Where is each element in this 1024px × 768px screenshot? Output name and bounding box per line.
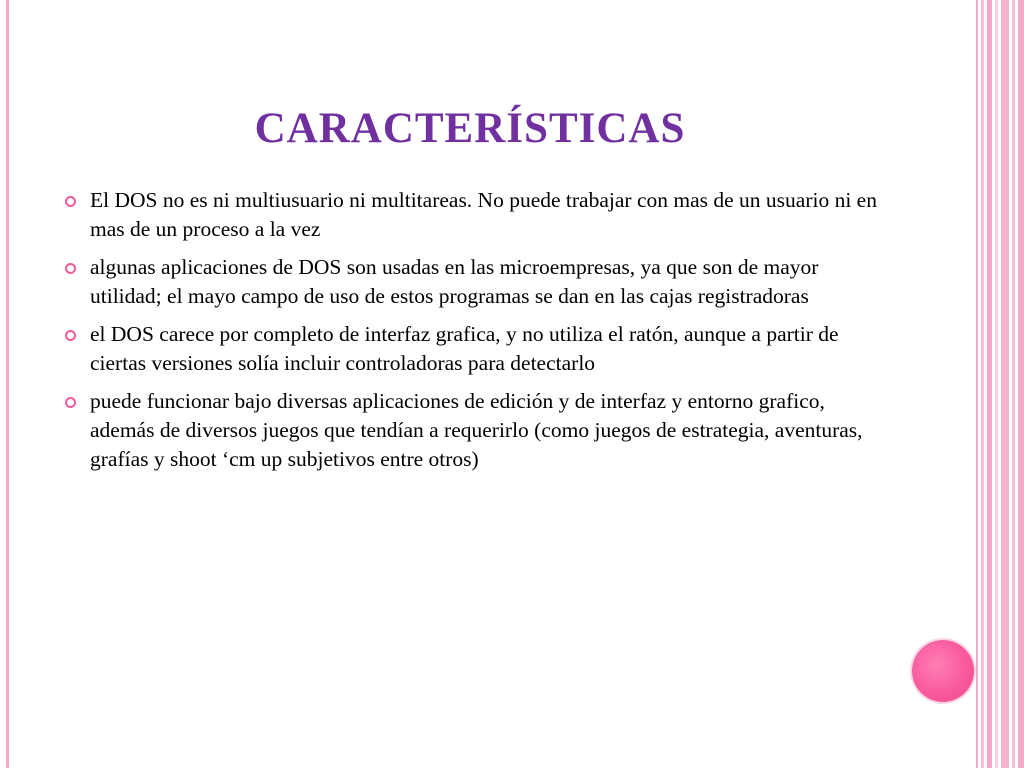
bullet-text: puede funcionar bajo diversas aplicaciones de edición y de interfaz y entorno grafico, además de diversos juegos que tendían a requerirlo (como juegos de estrategia, aventuras, grafías y shoot ‘cm up subjetivos entre otros) bbox=[90, 389, 863, 471]
bullet-item bbox=[62, 387, 882, 474]
ring-bullet-icon bbox=[65, 330, 76, 341]
ring-bullet-icon bbox=[65, 263, 76, 274]
ring-bullet-icon bbox=[65, 196, 76, 207]
ring-bullet-icon bbox=[65, 397, 76, 408]
slide-title: CARACTERÍSTICAS bbox=[254, 105, 686, 152]
bullet-item bbox=[62, 186, 882, 244]
stripe bbox=[1012, 0, 1015, 768]
stripe bbox=[987, 0, 992, 768]
right-decorative-stripes bbox=[976, 0, 1024, 768]
pink-circle-decoration-icon bbox=[912, 640, 974, 702]
stripe bbox=[995, 0, 998, 768]
bullet-item bbox=[62, 253, 882, 311]
bullet-list bbox=[62, 186, 882, 483]
bullet-text: el DOS carece por completo de interfaz grafica, y no utiliza el ratón, aunque a partir de ciertas versiones solía incluir controladoras para detectarlo bbox=[90, 322, 839, 375]
stripe bbox=[981, 0, 984, 768]
bullet-text: El DOS no es ni multiusuario ni multitareas. No puede trabajar con mas de un usuario ni en mas de un proceso a la vez bbox=[90, 188, 877, 241]
stripe bbox=[1018, 0, 1024, 768]
stripe bbox=[1001, 0, 1009, 768]
bullet-text: algunas aplicaciones de DOS son usadas en las microempresas, ya que son de mayor utilidad; el mayo campo de uso de estos programas se dan en las cajas registradoras bbox=[90, 255, 819, 308]
bullet-item bbox=[62, 320, 882, 378]
stripe bbox=[976, 0, 978, 768]
